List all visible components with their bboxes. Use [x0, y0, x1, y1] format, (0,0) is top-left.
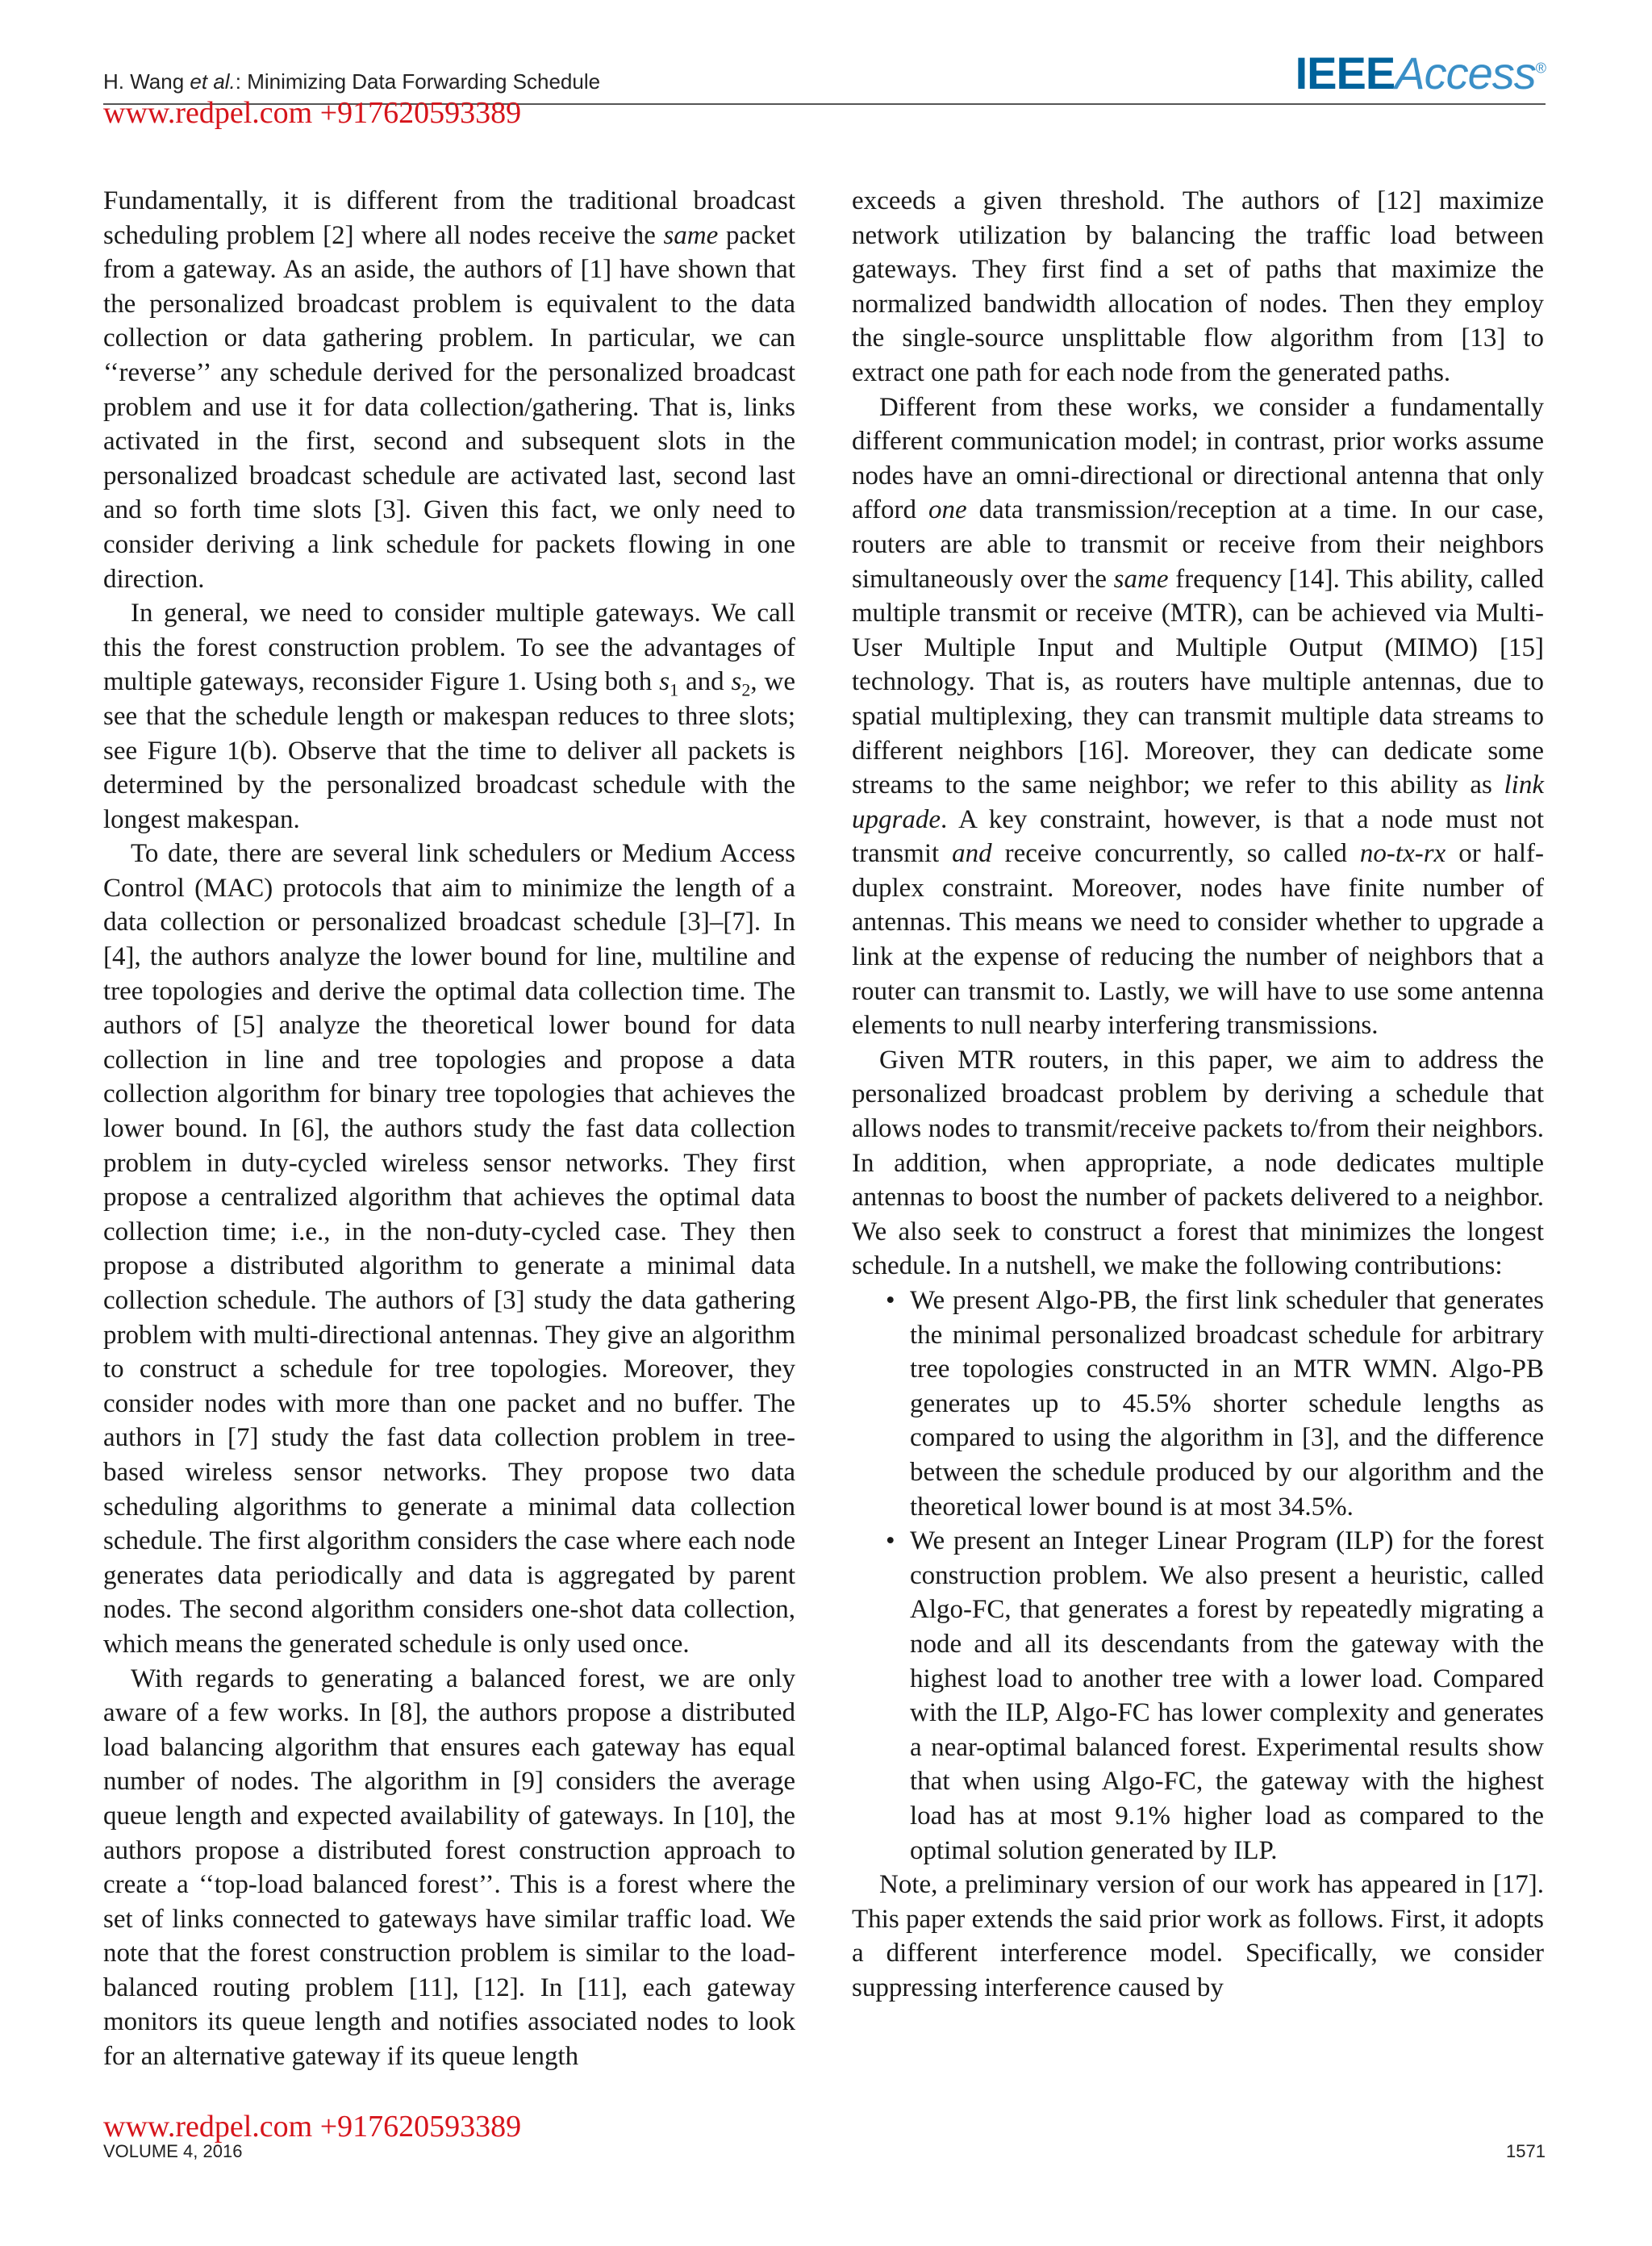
math-symbol: s: [659, 667, 670, 697]
text-run: and: [678, 667, 732, 697]
text-run: . A key constraint, however, is that a node must not transmit: [852, 804, 1544, 869]
paragraph: To date, there are several link schedulers or Medium Access Control (MAC) protocols that aim to minimize the length of a data collection or personalized broadcast schedule [3]–[7]. In [4], the authors analyze the lower bound for line, multiline and tree topologies and derive the optimal data collection time. The authors of [5] analyze the theoretical lower bound for data collection in line and tree topologies and propose a data collection algorithm for binary tree topologies that achieves the lower bound. In [6], the authors study the fast data collection problem in duty-cycled wireless sensor networks. They first propose a centralized algorithm that achieves the optimal data collection time; i.e., in the non-duty-cycled case. They then propose a distributed algorithm to generate a minimal data collection schedule. The authors of [3] study the data gathering problem with multi-directional antennas. They give an algorithm to construct a schedule for tree topologies. Moreover, they consider nodes with more than one packet and no buffer. The authors in [7] study the fast data collection problem in tree-based wireless sensor networks. They propose two data scheduling algorithms to generate a minimal data collection schedule. The first algorithm considers the case where each node generates data periodically and data is aggregated by parent nodes. The second algorithm considers one-shot data collection, which means the generated schedule is only used once.: [103, 839, 795, 1659]
contributions-list: [852, 1284, 1544, 1868]
text-run: data transmission/reception at a time. In our case, routers are able to transmit or receive from their neighbors simultaneously over the: [852, 495, 1544, 594]
emphasis: link upgrade: [852, 770, 1544, 834]
ieee-access-logo: [1295, 47, 1546, 99]
watermark-top: www.redpel.com +917620593389: [103, 96, 522, 130]
text-run: Fundamentally, it is different from the traditional broadcast scheduling problem [2] where all nodes receive the: [103, 186, 795, 250]
text-run: frequency [14]. This ability, called multiple transmit or receive (MTR), can be achieved via Multi-User Multiple Input and Multiple Output (MIMO) [15] technology. That is, as routers have multiple antennas, due to spatial multiplexing, they can transmit multiple data streams to different neighbors [16]. Moreover, they can dedicate some streams to the same neighbor; we refer to this ability as: [852, 564, 1544, 800]
bullet-icon: •: [886, 1286, 895, 1315]
text-run: packet from a gateway. As an aside, the authors of [1] have shown that the personalized broadcast problem is equivalent to the data collection or data gathering problem. In particular, we can ‘‘reverse’’ any schedule derived for the personalized broadcast problem and use it for data collection/gathering. That is, links activated in the first, second and subsequent slots in the personalized broadcast schedule are activated last, second last and so forth time slots [3]. Given this fact, we only need to consider deriving a link schedule for packets flowing in one direction.: [103, 220, 795, 594]
emphasis: no-tx-rx: [1359, 839, 1446, 869]
header-author: H. Wang: [103, 69, 190, 94]
right-column: [852, 184, 1544, 2005]
paragraph: [103, 596, 795, 837]
footer-page-number: 1571: [1506, 2141, 1546, 2161]
watermark-bottom: www.redpel.com +917620593389: [103, 2110, 522, 2144]
list-item-text: We present an Integer Linear Program (ILP) for the forest construction problem. We also present a heuristic, called Algo-FC, that generates a forest by repeatedly migrating a node and all its descendants from the gateway with the highest load to another tree with a lower load. Compared with the ILP, Algo-FC has lower complexity and generates a near-optimal balanced forest. Experimental results show that when using Algo-FC, the gateway with the highest load has at most 9.1% higher load as compared to the optimal solution generated by ILP.: [910, 1526, 1544, 1865]
text-run: In general, we need to consider multiple gateways. We call this the forest construction problem. To see the advantages of multiple gateways, reconsider Figure 1. Using both: [103, 599, 795, 697]
list-item: [852, 1524, 1544, 1868]
list-item: [852, 1284, 1544, 1524]
emphasis: one: [928, 495, 967, 525]
list-item-text: We present Algo-PB, the first link scheduler that generates the minimal personalized broadcast schedule for arbitrary tree topologies constructed in an MTR WMN. Algo-PB generates up to 45.5% shorter schedule lengths as compared to using the algorithm in [3], and the difference between the schedule produced by our algorithm and the theoretical lower bound is at most 34.5%.: [910, 1286, 1544, 1522]
math-symbol: s: [731, 667, 742, 697]
paragraph: [103, 184, 795, 596]
paragraph: exceeds a given threshold. The authors of [12] maximize network utilization by balancing the traffic load between gateways. They first find a set of paths that maximize the normalized bandwidth allocation of nodes. Then they employ the single-source unsplittable flow algorithm from [13] to extract one path for each node from the generated paths.: [852, 186, 1544, 387]
header-title: : Minimizing Data Forwarding Schedule: [235, 69, 601, 94]
paragraph: [852, 390, 1544, 1043]
emphasis: same: [663, 220, 719, 250]
logo-access-text: Access: [1395, 48, 1536, 98]
text-run: Different from these works, we consider a fundamentally different communication model; in contrast, prior works assume nodes have an omni-directional or directional antenna that only afford: [852, 392, 1544, 525]
math-subscript: 1: [670, 679, 679, 700]
text-run: or half-duplex constraint. Moreover, nodes have finite number of antennas. This means we need to consider whether to upgrade a link at the expense of reducing the number of neighbors that a router can transmit to. Lastly, we will have to use some antenna elements to null nearby interfering transmissions.: [852, 839, 1544, 1041]
text-run: , we see that the schedule length or makespan reduces to three slots; see Figure 1(b). Observe that the time to deliver all packets is determined by the personalized broadcast schedule with the longest makespan.: [103, 667, 796, 834]
logo-ieee-text: IEEE: [1295, 48, 1395, 98]
emphasis: same: [1113, 564, 1169, 594]
text-run: receive concurrently, so called: [991, 839, 1360, 869]
paragraph: Given MTR routers, in this paper, we aim to address the personalized broadcast problem by deriving a schedule that allows nodes to transmit/receive packets to/from their neighbors. In addition, when appropriate, a node dedicates multiple antennas to boost the number of packets delivered to a neighbor. We also seek to construct a forest that minimizes the longest schedule. In a nutshell, we make the following contributions:: [852, 1045, 1544, 1281]
paragraph: Note, a preliminary version of our work has appeared in [17]. This paper extends the said prior work as follows. First, it adopts a different interference model. Specifically, we consider suppressing interference caused by: [852, 1870, 1544, 2002]
math-subscript: 2: [741, 679, 751, 700]
footer-volume: VOLUME 4, 2016: [103, 2141, 243, 2161]
paragraph: With regards to generating a balanced forest, we are only aware of a few works. In [8], the authors propose a distributed load balancing algorithm that ensures each gateway has equal number of nodes. The algorithm in [9] considers the average queue length and expected availability of gateways. In [10], the authors propose a distributed forest construction approach to create a ‘‘top-load balanced forest’’. This is a forest where the set of links connected to gateways have similar traffic load. We note that the forest construction problem is similar to the load-balanced routing problem [11], [12]. In [11], each gateway monitors its queue length and notifies associated nodes to look for an alternative gateway if its queue length: [103, 1664, 795, 2072]
running-header: [103, 69, 600, 94]
emphasis: and: [952, 839, 992, 869]
bullet-icon: •: [886, 1526, 895, 1556]
logo-registered-mark: ®: [1535, 60, 1546, 77]
header-author-etal: et al.: [190, 69, 236, 94]
left-column: [103, 184, 795, 2074]
